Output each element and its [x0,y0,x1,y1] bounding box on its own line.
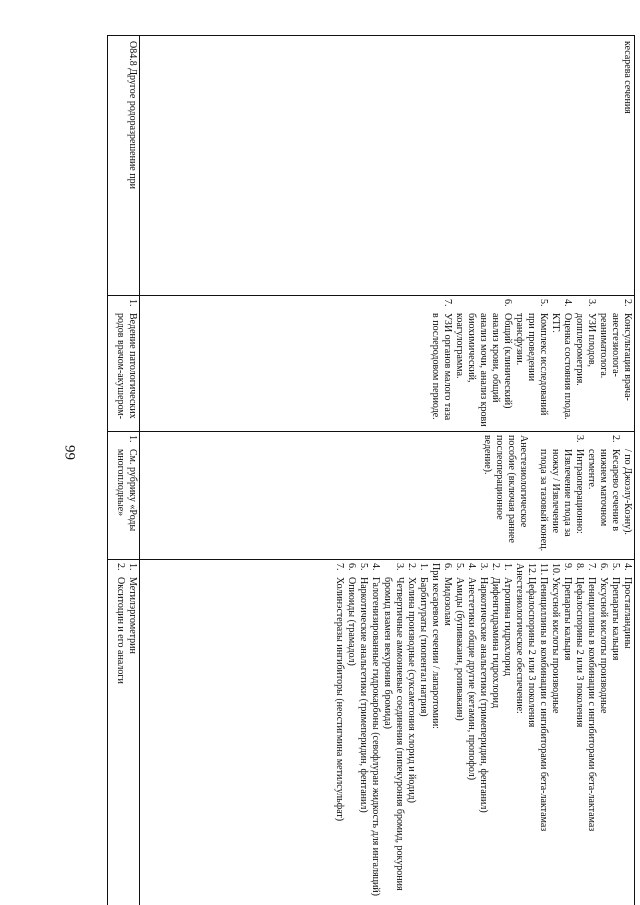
list-item: 8. Цефалоспорины 2 или 3 поколения [574,563,585,728]
table-border-top [634,35,635,905]
list-item: 11. Пенициллины в комбинации с ингибиторами бета-лактамаз [538,563,549,832]
list-item: 4. Простагландины [622,563,633,649]
examinations-cell [114,299,138,427]
examinations-cell [429,299,633,427]
list-item: 7. Холинэстеразы ингибиторы (неостигмина метилсульфат) [334,563,345,822]
list-item: 1. Барбитураты (тиопентал натрия) [418,563,429,717]
procedures-cell [114,435,138,555]
list-item: 10. Уксусной кислоты производные [550,563,561,714]
list-item: 2. Холина производные (суксаметония хлорид и йодид) [406,563,417,803]
page-number: 99 [61,445,78,460]
list-item: 6. Общий (клинический) анализ крови, общий анализ мочи, анализ крови биохимический, коагулограмма. [454,299,513,427]
diagnosis-cell [126,41,138,291]
rotated-page [107,0,637,905]
diagnosis-text: кесарева сечения [622,41,633,114]
list-item: 12. Цефалоспорины 2 или 3 поколения [526,563,537,728]
list-item: 6. Опиоиды (трамадол) [346,563,357,666]
list-item: 3. УЗИ плодов, допплерометрия. [574,299,597,386]
list-item: 2. Дифенгидрамина гидрохлорид [490,563,501,709]
list-item: 5. Комплекс исследований при проведении трансфузии. [514,299,549,416]
list-item: 9. Препараты кальция [562,563,573,661]
list-item: 1. Ведение патологических родов врачом-акушером- [115,299,138,420]
list-item: 7. Пенициллины в комбинации с ингибиторами бета-лактамаз [586,563,597,832]
list-item: 3. Наркотические анальгетики (тримеперидин, фентанил) [478,563,489,813]
table-border-left [108,35,635,36]
procedures-list [481,435,633,555]
procedures-list [114,435,138,555]
list-item: 2. Консультация врача-анестезиолога-реаниматолога. [598,299,633,401]
list-item: 1. См. рубрику «Роды многоплодные» [115,435,138,532]
list-item: 6. Уксусной кислоты производные [598,563,609,714]
list-item: 1. Метилэргометрин [127,563,138,654]
list-item: 5. Наркотические анальгетики (тримеперидин, фентанил) [358,563,369,813]
list-item: Анестезиологическое пособие (включая раннее послеоперационное ведение). [482,435,529,543]
column-divider [108,295,635,296]
diagnosis-cell [621,41,633,291]
examinations-list [429,299,633,427]
drugs-list [114,563,138,901]
table-row-divider [139,35,140,905]
list-item: Анестезиологическое обеспечение: [514,563,525,714]
diagnosis-text: О84.8 Другое родоразрешение при [127,41,138,189]
list-item: 5. Препараты кальция [610,563,621,661]
list-item: 3. Интраоперационно: Извлечение плода за ножку / Извлечение плода за тазовый конец. [538,435,585,552]
list-item: / по Джоэлу-Коэну). [622,449,633,535]
column-divider [108,559,635,560]
examinations-list [114,299,138,427]
list-item: 2. Кесарево сечение в нижнем маточном сегменте. [586,435,621,532]
drugs-cell [333,563,633,901]
list-item: При кесаревом сечении / лапаротомии: [430,563,441,729]
list-item: 5. Амиды (бупивакаин, ропивакаин) [454,563,465,721]
list-item: 4. Анестетики общие другие (кетамин, пропофол) [466,563,477,781]
list-item: 2. Окситоцин и его аналоги [115,563,126,684]
procedures-cell [481,435,633,555]
list-item: 7. УЗИ органов малого таза в послеродовом периоде. [430,299,453,421]
list-item: 1. Атропина гидрохлорид [502,563,513,676]
list-item: 3. Четвертичные аммониевые соединения (пипекурония бромид, рокурония бромид взамен векурония бромида) [382,563,405,891]
drugs-cell [114,563,138,901]
list-item: 6. Мидозолам [442,563,453,626]
treatment-table [107,35,637,905]
column-divider [108,431,635,432]
list-item: 4. Галогенизированные гидрокарбоны (севофлуран жидкость для ингаляций) [370,563,381,896]
drugs-list [333,563,633,901]
list-item: 4. Оценка состояния плода. КТГ. [550,299,573,420]
table-border-bottom [107,35,108,905]
